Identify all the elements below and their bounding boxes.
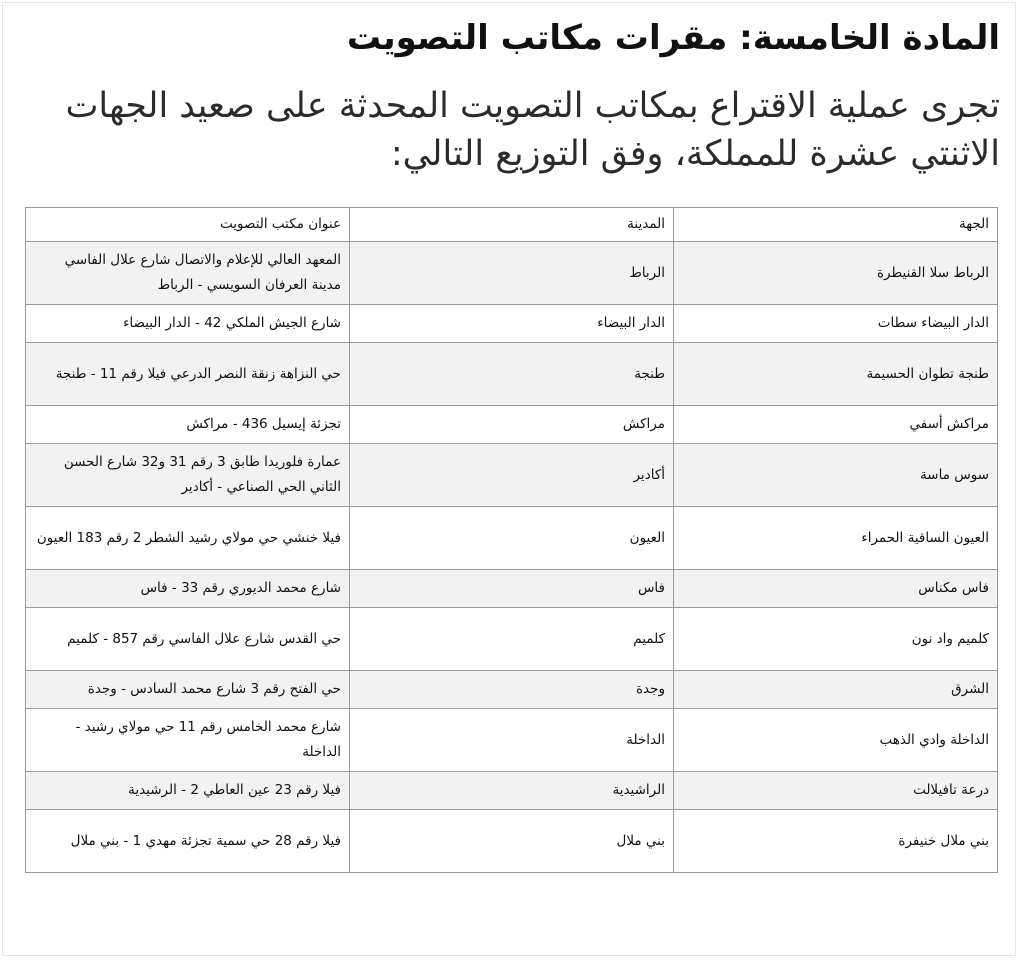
city-cell: فاس — [350, 570, 674, 608]
city-cell: مراكش — [350, 406, 674, 444]
voting-offices-table — [25, 207, 998, 873]
table-row — [26, 772, 998, 810]
document — [25, 14, 1000, 849]
region-cell: الدار البيضاء سطات — [674, 305, 998, 343]
table-row — [26, 608, 998, 671]
table-row — [26, 810, 998, 873]
city-cell: بني ملال — [350, 810, 674, 873]
address-cell: شارع محمد الخامس رقم 11 حي مولاي رشيد - الداخلة — [26, 709, 350, 772]
table-row — [26, 671, 998, 709]
table-row — [26, 570, 998, 608]
city-cell: الرباط — [350, 242, 674, 305]
header-region: الجهة — [674, 208, 998, 242]
table-row — [26, 305, 998, 343]
address-cell: فيلا رقم 23 عين العاطي 2 - الرشيدية — [26, 772, 350, 810]
city-cell: أكادير — [350, 444, 674, 507]
address-cell: حي الفتح رقم 3 شارع محمد السادس - وجدة — [26, 671, 350, 709]
article-title: المادة الخامسة: مقرات مكاتب التصويت — [346, 18, 1000, 58]
region-cell: بني ملال خنيفرة — [674, 810, 998, 873]
article-intro: تجرى عملية الاقتراع بمكاتب التصويت المحدثة على صعيد الجهات الاثنتي عشرة للمملكة، وفق التوزيع التالي: — [65, 86, 1000, 174]
region-cell: العيون الساقية الحمراء — [674, 507, 998, 570]
region-cell: طنجة تطوان الحسيمة — [674, 343, 998, 406]
address-cell: حي القدس شارع علال الفاسي رقم 857 - كلميم — [26, 608, 350, 671]
city-cell: وجدة — [350, 671, 674, 709]
address-cell: المعهد العالي للإعلام والاتصال شارع علال الفاسي مدينة العرفان السويسي - الرباط — [26, 242, 350, 305]
region-cell: الشرق — [674, 671, 998, 709]
city-cell: العيون — [350, 507, 674, 570]
address-cell: شارع محمد الديوري رقم 33 - فاس — [26, 570, 350, 608]
header-address: عنوان مكتب التصويت — [26, 208, 350, 242]
region-cell: الداخلة وادي الذهب — [674, 709, 998, 772]
address-cell: عمارة فلوريدا طابق 3 رقم 31 و32 شارع الحسن الثاني الحي الصناعي - أكادير — [26, 444, 350, 507]
region-cell: سوس ماسة — [674, 444, 998, 507]
region-cell: مراكش أسفي — [674, 406, 998, 444]
table-header-row — [26, 208, 998, 242]
region-cell: كلميم واد نون — [674, 608, 998, 671]
city-cell: الراشيدية — [350, 772, 674, 810]
table-row — [26, 507, 998, 570]
table-row — [26, 406, 998, 444]
address-cell: فيلا خنشي حي مولاي رشيد الشطر 2 رقم 183 العيون — [26, 507, 350, 570]
region-cell: فاس مكناس — [674, 570, 998, 608]
address-cell: شارع الجيش الملكي 42 - الدار البيضاء — [26, 305, 350, 343]
address-cell: تجزئة إيسيل 436 - مراكش — [26, 406, 350, 444]
city-cell: طنجة — [350, 343, 674, 406]
region-cell: الرباط سلا القنيطرة — [674, 242, 998, 305]
city-cell: كلميم — [350, 608, 674, 671]
table-row — [26, 242, 998, 305]
city-cell: الداخلة — [350, 709, 674, 772]
address-cell: فيلا رقم 28 حي سمية تجزئة مهدي 1 - بني ملال — [26, 810, 350, 873]
table-row — [26, 343, 998, 406]
table-row — [26, 709, 998, 772]
address-cell: حي النزاهة زنقة النصر الدرعي فيلا رقم 11 - طنجة — [26, 343, 350, 406]
city-cell: الدار البيضاء — [350, 305, 674, 343]
region-cell: درعة تافيلالت — [674, 772, 998, 810]
header-city: المدينة — [350, 208, 674, 242]
table-row — [26, 444, 998, 507]
